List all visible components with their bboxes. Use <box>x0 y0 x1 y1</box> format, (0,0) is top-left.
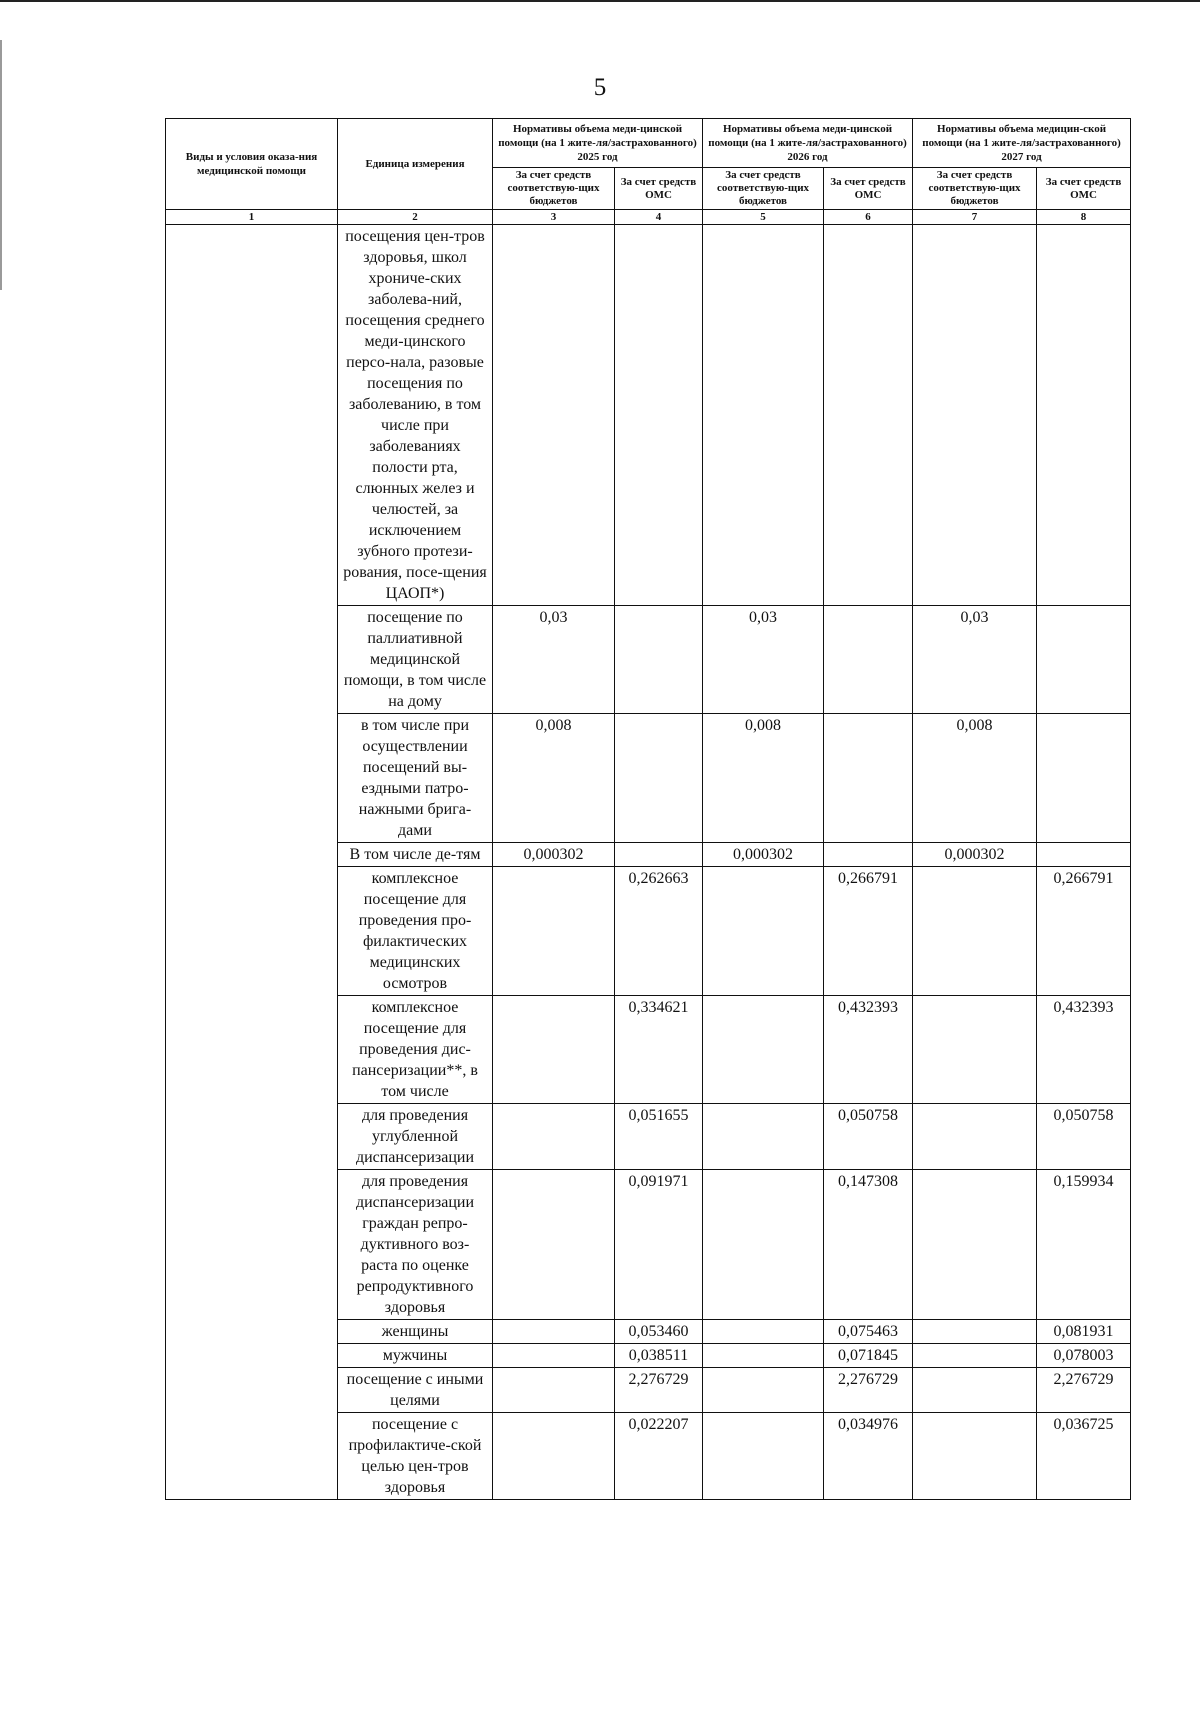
oms-2025-cell <box>615 714 703 843</box>
column-number: 7 <box>913 210 1037 225</box>
oms-2026-cell: 0,266791 <box>824 867 913 996</box>
header-year-2026: Нормативы объема меди-цинской помощи (на 1 жите-ля/застрахованного) 2026 год <box>703 119 913 168</box>
budget-2027-cell <box>913 1104 1037 1170</box>
oms-2027-cell <box>1037 606 1131 714</box>
oms-2027-cell: 0,432393 <box>1037 996 1131 1104</box>
top-border-line <box>0 0 1200 2</box>
oms-2025-cell: 0,091971 <box>615 1170 703 1320</box>
budget-2026-cell <box>703 1368 824 1413</box>
oms-2025-cell: 0,022207 <box>615 1413 703 1500</box>
header-budget-2025: За счет средств соответствую-щих бюджетов <box>493 168 615 210</box>
budget-2026-cell <box>703 1320 824 1344</box>
unit-cell: женщины <box>338 1320 493 1344</box>
budget-2027-cell <box>913 1170 1037 1320</box>
budget-2027-cell <box>913 996 1037 1104</box>
unit-cell: посещения цен-тров здоровья, школ хрониче-ских заболева-ний, посещения среднего меди-цинского персо-нала, разовые посещения по заболеванию, в том числе при заболеваниях полости рта, слюнных желез и челюстей, за исключением зубного протези-рования, посе-щения ЦАОП*) <box>338 225 493 606</box>
unit-cell: в том числе при осуществлении посещений вы-ездными патро-нажными брига-дами <box>338 714 493 843</box>
table-header <box>166 119 1131 225</box>
budget-2025-cell <box>493 1368 615 1413</box>
medical-care-norms-table <box>165 118 1131 1500</box>
budget-2025-cell <box>493 1413 615 1500</box>
budget-2025-cell: 0,000302 <box>493 843 615 867</box>
unit-cell: для проведения диспансеризации граждан репро-дуктивного воз-раста по оценке репродуктивного здоровья <box>338 1170 493 1320</box>
unit-cell: комплексное посещение для проведения про-филактических медицинских осмотров <box>338 867 493 996</box>
unit-cell: В том числе де-тям <box>338 843 493 867</box>
oms-2025-cell: 2,276729 <box>615 1368 703 1413</box>
oms-2027-cell: 0,159934 <box>1037 1170 1131 1320</box>
oms-2026-cell <box>824 606 913 714</box>
budget-2027-cell <box>913 1413 1037 1500</box>
budget-2026-cell <box>703 996 824 1104</box>
column-number: 1 <box>166 210 338 225</box>
unit-cell: посещение по паллиативной медицинской помощи, в том числе на дому <box>338 606 493 714</box>
column-number: 3 <box>493 210 615 225</box>
header-budget-2026: За счет средств соответствую-щих бюджетов <box>703 168 824 210</box>
budget-2027-cell: 0,008 <box>913 714 1037 843</box>
budget-2027-cell: 0,03 <box>913 606 1037 714</box>
oms-2025-cell: 0,334621 <box>615 996 703 1104</box>
header-year-2027: Нормативы объема медицин-ской помощи (на 1 жите-ля/застрахованного) 2027 год <box>913 119 1131 168</box>
header-budget-2027: За счет средств соответствую-щих бюджетов <box>913 168 1037 210</box>
column-number: 4 <box>615 210 703 225</box>
oms-2025-cell: 0,051655 <box>615 1104 703 1170</box>
column-number: 8 <box>1037 210 1131 225</box>
oms-2025-cell: 0,262663 <box>615 867 703 996</box>
oms-2026-cell <box>824 843 913 867</box>
budget-2026-cell <box>703 1170 824 1320</box>
care-type-cell-empty <box>166 225 338 1500</box>
oms-2025-cell: 0,038511 <box>615 1344 703 1368</box>
oms-2027-cell: 0,036725 <box>1037 1413 1131 1500</box>
budget-2025-cell: 0,03 <box>493 606 615 714</box>
unit-cell: посещение с иными целями <box>338 1368 493 1413</box>
unit-cell: мужчины <box>338 1344 493 1368</box>
budget-2027-cell <box>913 867 1037 996</box>
oms-2025-cell: 0,053460 <box>615 1320 703 1344</box>
oms-2026-cell: 0,034976 <box>824 1413 913 1500</box>
unit-cell: для проведения углубленной диспансеризации <box>338 1104 493 1170</box>
budget-2026-cell <box>703 1104 824 1170</box>
budget-2026-cell: 0,000302 <box>703 843 824 867</box>
budget-2027-cell <box>913 1344 1037 1368</box>
budget-2027-cell <box>913 1320 1037 1344</box>
budget-2025-cell <box>493 1320 615 1344</box>
budget-2027-cell: 0,000302 <box>913 843 1037 867</box>
column-number-row <box>166 210 1131 225</box>
column-number: 2 <box>338 210 493 225</box>
oms-2025-cell <box>615 606 703 714</box>
oms-2027-cell: 0,266791 <box>1037 867 1131 996</box>
budget-2027-cell <box>913 225 1037 606</box>
oms-2027-cell: 0,078003 <box>1037 1344 1131 1368</box>
header-oms-2025: За счет средств ОМС <box>615 168 703 210</box>
table-row <box>166 225 1131 606</box>
budget-2026-cell <box>703 1344 824 1368</box>
oms-2027-cell <box>1037 843 1131 867</box>
budget-2027-cell <box>913 1368 1037 1413</box>
oms-2026-cell: 0,147308 <box>824 1170 913 1320</box>
unit-cell: посещение с профилактиче-ской целью цен-тров здоровья <box>338 1413 493 1500</box>
oms-2027-cell: 0,050758 <box>1037 1104 1131 1170</box>
oms-2027-cell: 0,081931 <box>1037 1320 1131 1344</box>
oms-2026-cell <box>824 225 913 606</box>
header-row-groups <box>166 119 1131 168</box>
header-care-type: Виды и условия оказа-ния медицинской помощи <box>166 119 338 210</box>
oms-2025-cell <box>615 225 703 606</box>
oms-2025-cell <box>615 843 703 867</box>
column-number: 6 <box>824 210 913 225</box>
oms-2026-cell: 2,276729 <box>824 1368 913 1413</box>
unit-cell: комплексное посещение для проведения дис-пансеризации**, в том числе <box>338 996 493 1104</box>
header-oms-2026: За счет средств ОМС <box>824 168 913 210</box>
table-body <box>166 225 1131 1500</box>
budget-2026-cell <box>703 867 824 996</box>
page-number: 5 <box>593 74 607 101</box>
oms-2027-cell <box>1037 714 1131 843</box>
budget-2026-cell: 0,03 <box>703 606 824 714</box>
oms-2026-cell: 0,050758 <box>824 1104 913 1170</box>
budget-2025-cell <box>493 867 615 996</box>
budget-2025-cell <box>493 996 615 1104</box>
budget-2025-cell <box>493 225 615 606</box>
budget-2026-cell <box>703 225 824 606</box>
oms-2026-cell: 0,071845 <box>824 1344 913 1368</box>
oms-2026-cell <box>824 714 913 843</box>
header-unit: Единица измерения <box>338 119 493 210</box>
budget-2025-cell: 0,008 <box>493 714 615 843</box>
budget-2025-cell <box>493 1170 615 1320</box>
column-number: 5 <box>703 210 824 225</box>
budget-2026-cell: 0,008 <box>703 714 824 843</box>
header-year-2025: Нормативы объема меди-цинской помощи (на 1 жите-ля/застрахованного) 2025 год <box>493 119 703 168</box>
budget-2025-cell <box>493 1344 615 1368</box>
budget-2026-cell <box>703 1413 824 1500</box>
oms-2026-cell: 0,432393 <box>824 996 913 1104</box>
oms-2026-cell: 0,075463 <box>824 1320 913 1344</box>
oms-2027-cell <box>1037 225 1131 606</box>
budget-2025-cell <box>493 1104 615 1170</box>
header-oms-2027: За счет средств ОМС <box>1037 168 1131 210</box>
oms-2027-cell: 2,276729 <box>1037 1368 1131 1413</box>
